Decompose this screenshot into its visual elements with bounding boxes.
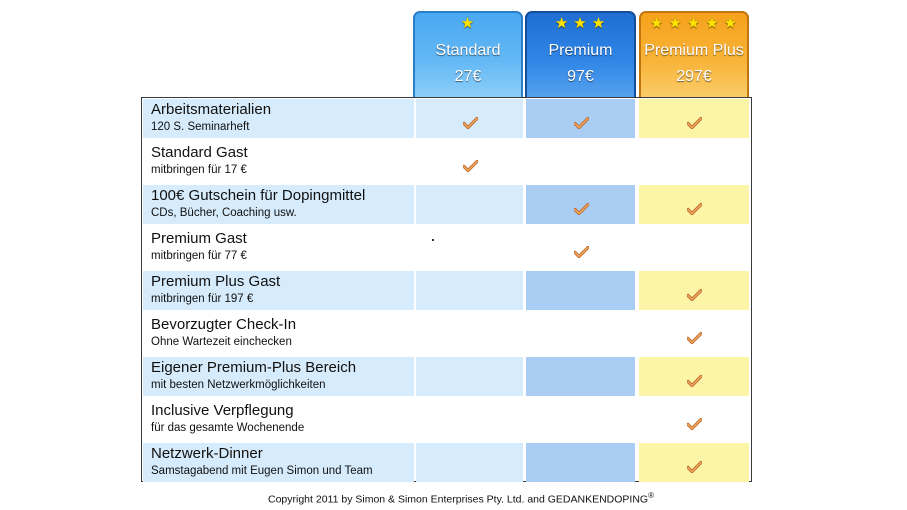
plan-price-premium-plus: 297€ bbox=[676, 68, 712, 85]
feature-row bbox=[142, 184, 751, 225]
feature-title: Premium Plus Gast bbox=[151, 273, 281, 290]
plan-cell-premium-plus bbox=[639, 357, 749, 396]
plan-cell-premium-plus bbox=[639, 443, 749, 482]
star-icon: ★ bbox=[460, 15, 480, 32]
plan-header-standard bbox=[413, 11, 523, 99]
feature-subtitle: Ohne Wartezeit einchecken bbox=[151, 336, 292, 348]
stray-dot bbox=[432, 239, 434, 241]
copyright-footer bbox=[268, 491, 654, 506]
feature-label-cell bbox=[143, 99, 414, 138]
plan-cell-premium bbox=[526, 142, 635, 181]
feature-subtitle: mitbringen für 17 € bbox=[151, 164, 247, 176]
checkmark-icon bbox=[574, 117, 589, 129]
checkmark-icon bbox=[687, 461, 702, 473]
feature-table bbox=[141, 97, 752, 482]
plan-cell-premium bbox=[526, 357, 635, 396]
star-icon: ★★★ bbox=[554, 15, 611, 32]
feature-label-cell bbox=[143, 271, 414, 310]
plan-price-premium: 97€ bbox=[567, 68, 594, 85]
checkmark-icon bbox=[687, 375, 702, 387]
feature-title: 100€ Gutschein für Dopingmittel bbox=[151, 187, 366, 204]
feature-title: Standard Gast bbox=[151, 144, 248, 161]
feature-row bbox=[142, 399, 751, 440]
plan-price-standard: 27€ bbox=[454, 68, 482, 85]
feature-title: Netzwerk-Dinner bbox=[151, 445, 263, 462]
plan-header-premium-plus bbox=[639, 11, 749, 99]
plan-cell-premium-plus bbox=[639, 400, 749, 439]
plan-header-premium bbox=[525, 11, 636, 99]
feature-subtitle: für das gesamte Wochenende bbox=[151, 422, 305, 434]
feature-row bbox=[142, 270, 751, 311]
feature-label-cell bbox=[143, 400, 414, 439]
feature-subtitle: CDs, Bücher, Coaching usw. bbox=[151, 207, 297, 219]
checkmark-icon bbox=[687, 117, 702, 129]
checkmark-icon bbox=[687, 203, 702, 215]
plan-cell-standard bbox=[416, 142, 523, 181]
plan-cell-standard bbox=[416, 99, 523, 138]
feature-title: Inclusive Verpflegung bbox=[151, 402, 294, 419]
feature-row bbox=[142, 141, 751, 182]
feature-label-cell bbox=[143, 185, 414, 224]
feature-title: Bevorzugter Check-In bbox=[151, 316, 297, 333]
plan-name-standard: Standard bbox=[435, 42, 501, 59]
feature-row bbox=[142, 356, 751, 397]
checkmark-icon bbox=[463, 160, 478, 172]
plan-cell-premium-plus bbox=[639, 314, 749, 353]
plan-cell-premium bbox=[526, 400, 635, 439]
plan-name-premium-plus: Premium Plus bbox=[644, 42, 744, 59]
feature-subtitle: mitbringen für 77 € bbox=[151, 250, 247, 262]
checkmark-icon bbox=[687, 418, 702, 430]
feature-row bbox=[142, 442, 751, 483]
feature-title: Eigener Premium-Plus Bereich bbox=[151, 359, 357, 376]
feature-title: Premium Gast bbox=[151, 230, 247, 247]
checkmark-icon bbox=[574, 246, 589, 258]
plan-cell-standard bbox=[416, 271, 523, 310]
plan-cell-standard bbox=[416, 314, 523, 353]
feature-label-cell bbox=[143, 142, 414, 181]
plan-cell-premium-plus bbox=[639, 271, 749, 310]
feature-label-cell bbox=[143, 228, 414, 267]
checkmark-icon bbox=[574, 203, 589, 215]
plan-cell-premium-plus bbox=[639, 142, 749, 181]
checkmark-icon bbox=[463, 117, 478, 129]
plan-cell-premium-plus bbox=[639, 185, 749, 224]
plan-cell-premium bbox=[526, 228, 635, 267]
plan-cell-premium bbox=[526, 185, 635, 224]
plan-cell-standard bbox=[416, 443, 523, 482]
feature-label-cell bbox=[143, 314, 414, 353]
plan-cell-standard bbox=[416, 185, 523, 224]
plan-cell-premium bbox=[526, 443, 635, 482]
feature-subtitle: Samstagabend mit Eugen Simon und Team bbox=[151, 465, 373, 477]
plan-cell-premium bbox=[526, 271, 635, 310]
feature-label-cell bbox=[143, 357, 414, 396]
star-icon: ★★★★★ bbox=[649, 15, 743, 32]
checkmark-icon bbox=[687, 289, 702, 301]
plan-cell-standard bbox=[416, 357, 523, 396]
plan-name-premium: Premium bbox=[548, 42, 613, 59]
feature-subtitle: 120 S. Seminarheft bbox=[151, 121, 250, 133]
plan-cell-premium bbox=[526, 99, 635, 138]
registered-mark: ® bbox=[648, 491, 655, 500]
feature-subtitle: mit besten Netzwerkmöglichkeiten bbox=[151, 379, 326, 391]
plan-cell-premium bbox=[526, 314, 635, 353]
feature-row bbox=[142, 98, 751, 139]
feature-row bbox=[142, 227, 751, 268]
plan-cell-standard bbox=[416, 228, 523, 267]
feature-label-cell bbox=[143, 443, 414, 482]
checkmark-icon bbox=[687, 332, 702, 344]
feature-row bbox=[142, 313, 751, 354]
copyright-text: Copyright 2011 by Simon & Simon Enterprises Pty. Ltd. and GEDANKENDOPING bbox=[268, 493, 649, 506]
feature-subtitle: mitbringen für 197 € bbox=[151, 293, 254, 305]
plan-cell-premium-plus bbox=[639, 228, 749, 267]
plan-cell-premium-plus bbox=[639, 99, 749, 138]
feature-title: Arbeitsmaterialien bbox=[151, 101, 272, 118]
plan-cell-standard bbox=[416, 400, 523, 439]
